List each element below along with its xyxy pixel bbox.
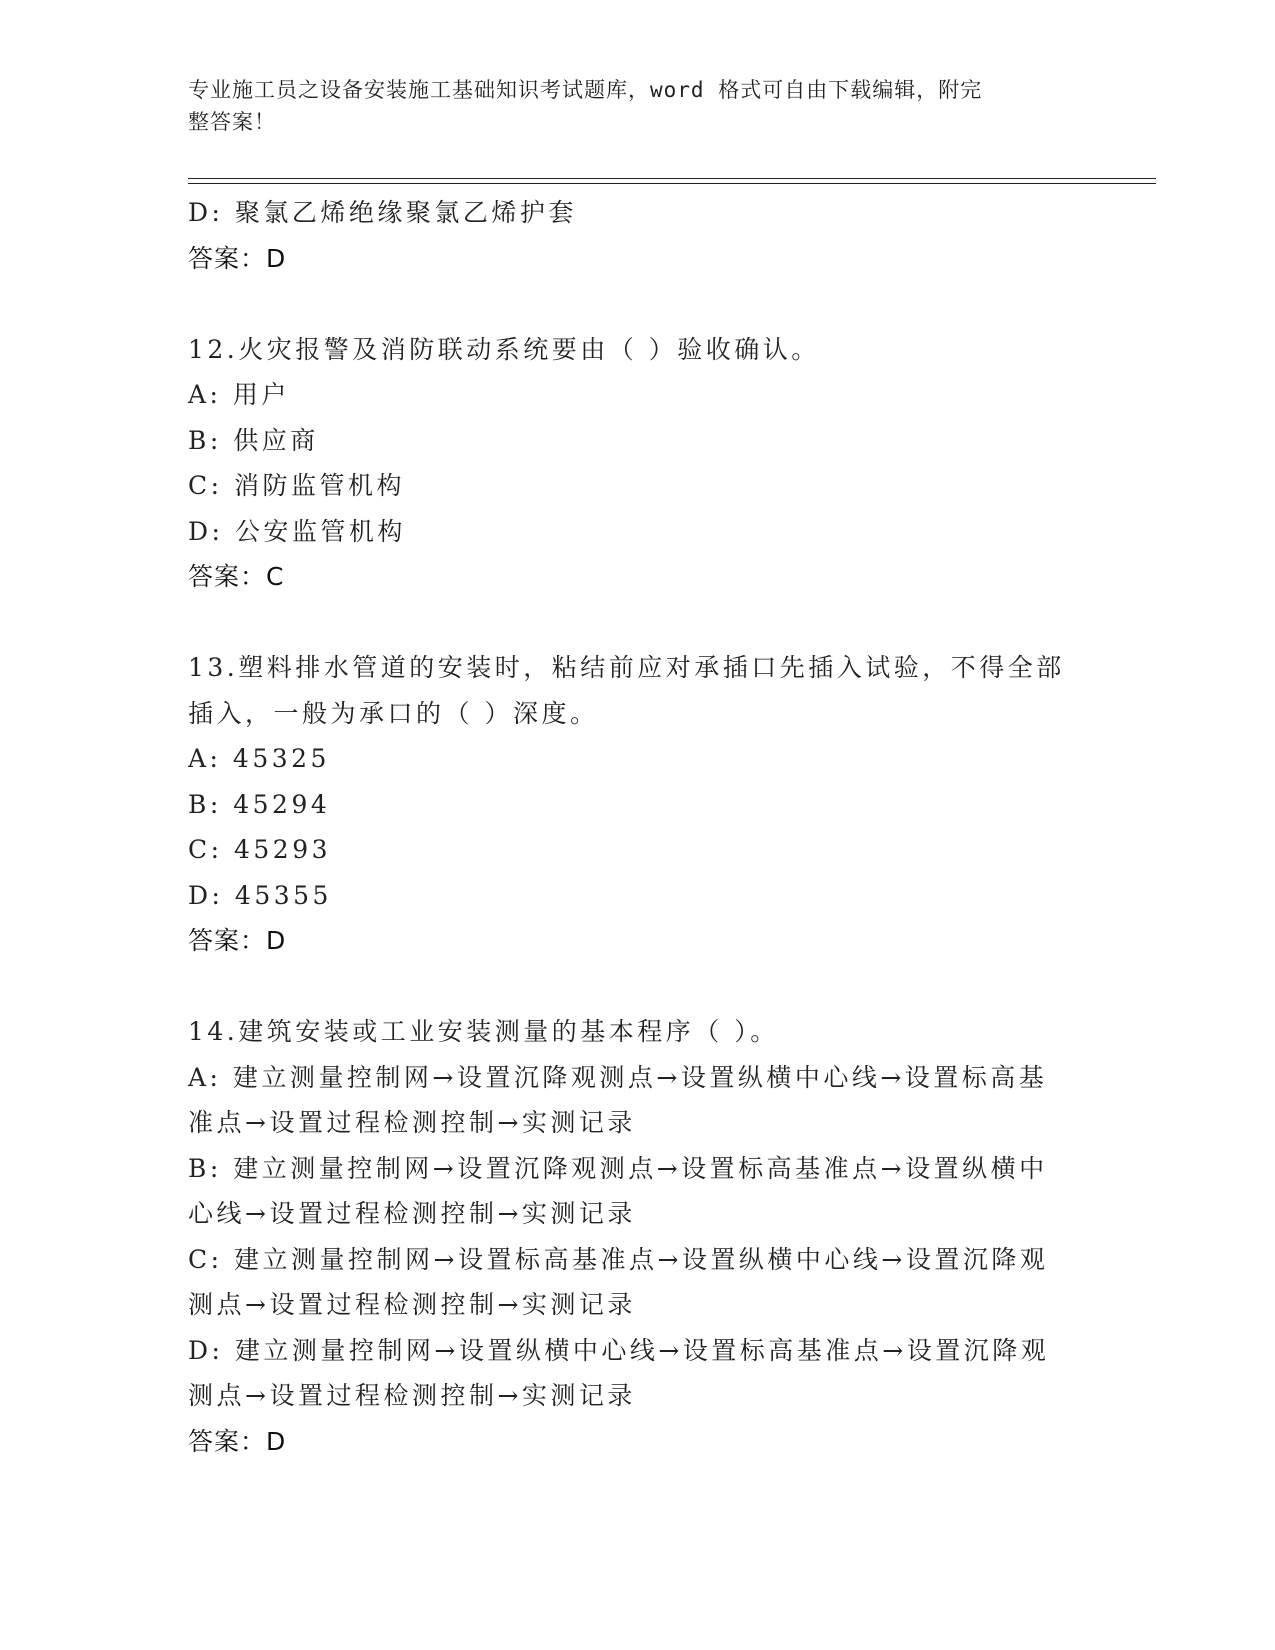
option-b: B: 供应商: [188, 425, 319, 455]
question-13: [188, 645, 1088, 964]
option-d: D: 公安监管机构: [188, 516, 406, 546]
option-a: A: 45325: [188, 744, 330, 773]
question-text-line-1: 13.塑料排水管道的安装时，粘结前应对承插口先插入试验，不得全部: [188, 653, 1065, 682]
answer: 答案：D: [188, 926, 287, 955]
header-line-2: 整答案！: [188, 110, 276, 134]
option-b: B: 45294: [188, 789, 331, 819]
option-c-line-1: C: 建立测量控制网→设置标高基准点→设置纵横中心线→设置沉降观: [188, 1244, 1049, 1274]
option-c-line-2: 测点→设置过程检测控制→实测记录: [188, 1290, 636, 1319]
option-c: C: 45293: [188, 835, 332, 864]
option-b-line-1: B: 建立测量控制网→设置沉降观测点→设置标高基准点→设置纵横中: [188, 1153, 1048, 1183]
option-b-line-2: 心线→设置过程检测控制→实测记录: [188, 1199, 636, 1228]
answer: 答案：C: [188, 562, 285, 591]
option-d: D: 45355: [188, 880, 332, 910]
spacer: [188, 964, 1088, 1010]
option-a-line-1: A: 建立测量控制网→设置沉降观测点→设置纵横中心线→设置标高基: [188, 1062, 1048, 1092]
document-header: [188, 74, 1068, 138]
answer: 答案：D: [188, 1426, 287, 1456]
spacer: [188, 600, 1088, 646]
question-text: 12.火灾报警及消防联动系统要由（ ）验收确认。: [188, 334, 820, 364]
header-rule-top: [188, 178, 1156, 179]
spacer: [188, 281, 1088, 327]
question-14: [188, 1009, 1088, 1464]
option-a-line-2: 准点→设置过程检测控制→实测记录: [188, 1108, 636, 1137]
header-line-1: 专业施工员之设备安装施工基础知识考试题库，word 格式可自由下载编辑，附完: [188, 78, 983, 102]
option-d-line-2: 测点→设置过程检测控制→实测记录: [188, 1381, 636, 1410]
option-d-line-1: D: 建立测量控制网→设置纵横中心线→设置标高基准点→设置沉降观: [188, 1335, 1050, 1365]
option-d: D: 聚氯乙烯绝缘聚氯乙烯护套: [188, 198, 577, 227]
option-a: A: 用户: [188, 380, 290, 409]
header-rule-bottom: [188, 183, 1156, 184]
document-body: [188, 190, 1088, 1464]
question-text: 14.建筑安装或工业安装测量的基本程序（ ）。: [188, 1017, 779, 1046]
answer: 答案：D: [188, 243, 287, 273]
question-text-line-2: 插入，一般为承口的（ ）深度。: [188, 698, 599, 728]
option-c: C: 消防监管机构: [188, 471, 405, 500]
question-12: [188, 327, 1088, 600]
question-11-tail: [188, 190, 1088, 281]
